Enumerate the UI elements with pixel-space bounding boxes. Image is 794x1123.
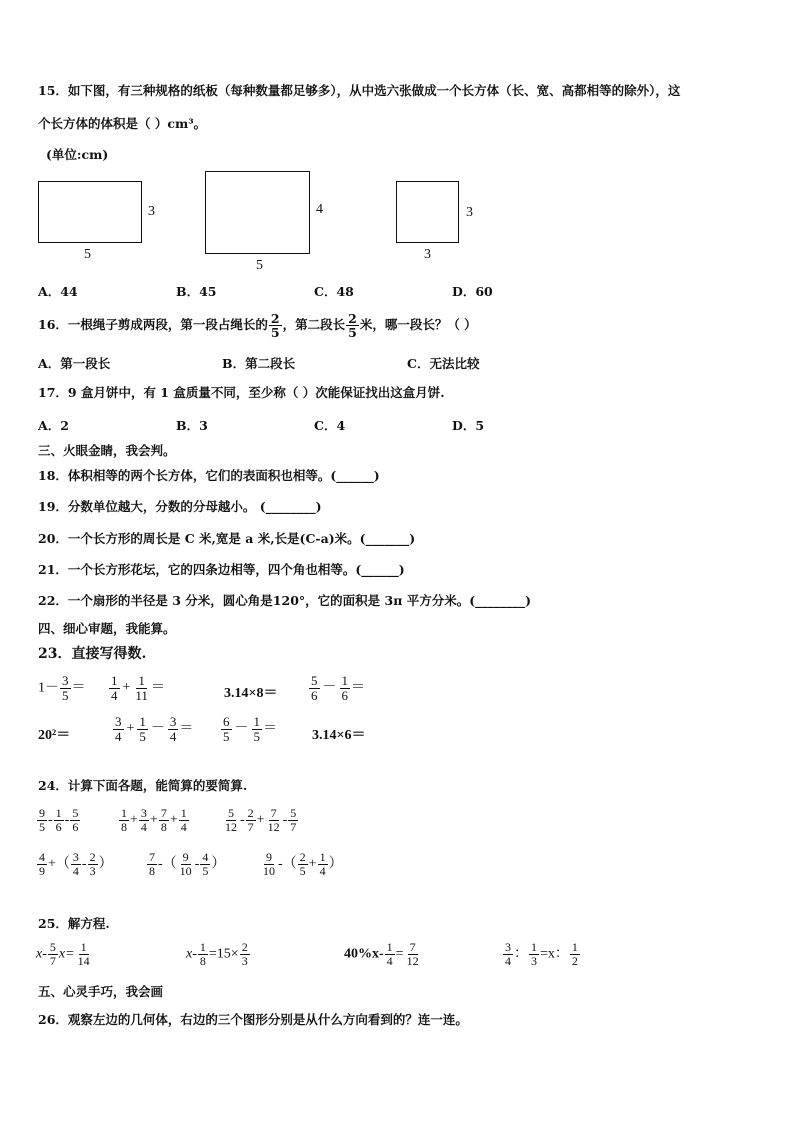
- q24-expr-5: $\frac{7}{8}$ -（ $\frac{9}{10}$ - $\frac{4}{5}$ ）: [149, 850, 226, 878]
- q24-expr-4: $\frac{4}{9}$ +（ $\frac{3}{4}$ - $\frac{2}{3}$ ）: [39, 850, 113, 878]
- figure-rect-5x3: [38, 181, 142, 243]
- judge-item-18: 18．体积相等的两个长方体，它们的表面积也相等。(______): [38, 468, 380, 483]
- q24-expr-1: $\frac{9}{5}$ - $\frac{1}{6}$ - $\frac{5}{6}$: [39, 806, 79, 834]
- q17-option-b: B．3: [176, 418, 208, 433]
- q25-equation-1: x- $\frac{5}{7}$ x= $\frac{1}{14}$: [36, 940, 90, 968]
- figure3-bottom-label: 3: [424, 247, 431, 262]
- q15-option-a: A．44: [38, 284, 78, 299]
- q23-item-a: 1－ $\frac{3}{5}$ ＝: [38, 673, 86, 703]
- q23-item-d: $\frac{5}{6}$ － $\frac{1}{6}$ ＝: [311, 673, 365, 703]
- q23-item-b: $\frac{1}{4}$ + $\frac{1}{11}$ ＝: [111, 673, 165, 703]
- q25-title: 25．解方程.: [38, 916, 110, 931]
- figure-square-3x3: [396, 181, 459, 243]
- judge-item-22: 22．一个扇形的半径是 3 分米，圆心角是120°，它的面积是 3π 平方分米。(________): [38, 593, 532, 608]
- figure2-side-label: 4: [316, 202, 323, 217]
- q26-question: 26．观察左边的几何体，右边的三个图形分别是从什么方向看到的？连一连。: [38, 1012, 468, 1027]
- q16-fraction-1: $\frac{2}{5}$: [270, 310, 280, 340]
- q17-option-d: D．5: [452, 418, 485, 433]
- q24-title: 24．计算下面各题，能简算的要简算.: [38, 778, 248, 793]
- q23-item-h: 3.14×6＝: [312, 728, 366, 743]
- section-4-heading: 四、细心审题，我能算。: [38, 621, 176, 636]
- judge-item-21: 21．一个长方形花坛，它的四条边相等，四个角也相等。(______): [38, 562, 405, 577]
- q16-option-c: C．无法比较: [407, 356, 480, 371]
- q15-line1: 15．如下图，有三种规格的纸板（每种数量都足够多），从中选六张做成一个长方体（长、宽、高都相等的除外），这: [38, 83, 681, 98]
- q25-equation-4: $\frac{3}{4}$ ： $\frac{1}{3}$ =x： $\frac{1}{2}$: [505, 940, 578, 968]
- q16-option-b: B．第二段长: [222, 356, 296, 371]
- q23-item-f: $\frac{3}{4}$ + $\frac{1}{5}$ － $\frac{3}{4}$ ＝: [115, 714, 194, 744]
- q24-expr-2: $\frac{1}{8}$ + $\frac{3}{4}$ + $\frac{7}{8}$ + $\frac{1}{4}$: [121, 806, 187, 834]
- figure3-side-label: 3: [466, 205, 473, 220]
- q16-option-a: A．第一段长: [38, 356, 111, 371]
- figure1-side-label: 3: [148, 204, 155, 219]
- q16-question: 16．一根绳子剪成两段，第一段占绳长的 $\frac{2}{5}$ ，第二段长 $\frac{2}{5}$ 米，哪一段长？（ ）: [38, 310, 477, 340]
- section-3-heading: 三、火眼金睛，我会判。: [38, 443, 176, 458]
- q17-option-c: C．4: [314, 418, 346, 433]
- q15-option-c: C．48: [314, 284, 354, 299]
- figure-rect-5x4: [205, 171, 310, 254]
- q15-line2: 个长方体的体积是（ ）cm³。: [38, 116, 207, 131]
- q15-option-b: B．45: [176, 284, 217, 299]
- q23-item-g: $\frac{6}{5}$ － $\frac{1}{5}$ ＝: [223, 714, 277, 744]
- unit-note: (单位:cm): [46, 147, 109, 162]
- judge-item-19: 19．分数单位越大，分数的分母越小。 (________): [38, 499, 322, 514]
- q17-option-a: A．2: [38, 418, 69, 433]
- q23-title: 23．直接写得数.: [38, 646, 147, 662]
- q24-expr-3: $\frac{5}{12}$ - $\frac{2}{7}$ + $\frac{7}{12}$ - $\frac{5}{7}$: [225, 806, 297, 834]
- figure1-bottom-label: 5: [84, 247, 91, 262]
- q25-equation-3: 40%x- $\frac{1}{4}$ = $\frac{7}{12}$: [344, 940, 419, 968]
- q23-item-e: 20²＝: [38, 728, 71, 743]
- q15-option-d: D．60: [452, 284, 493, 299]
- judge-item-20: 20．一个长方形的周长是 C 米,宽是 a 米,长是(C-a)米。(_______): [38, 531, 416, 546]
- q25-equation-2: x- $\frac{1}{8}$ =15× $\frac{2}{3}$: [186, 940, 248, 968]
- q24-expr-6: $\frac{9}{10}$ -（ $\frac{2}{5}$ + $\frac{1}{4}$ ）: [263, 850, 343, 878]
- q23-item-c: 3.14×8＝: [224, 686, 278, 701]
- q16-fraction-2: $\frac{2}{5}$: [348, 310, 357, 340]
- q17-question: 17．9 盒月饼中，有 1 盒质量不同，至少称（ ）次能保证找出这盒月饼.: [38, 385, 445, 400]
- section-5-heading: 五、心灵手巧，我会画: [38, 984, 164, 999]
- figure2-bottom-label: 5: [256, 258, 263, 273]
